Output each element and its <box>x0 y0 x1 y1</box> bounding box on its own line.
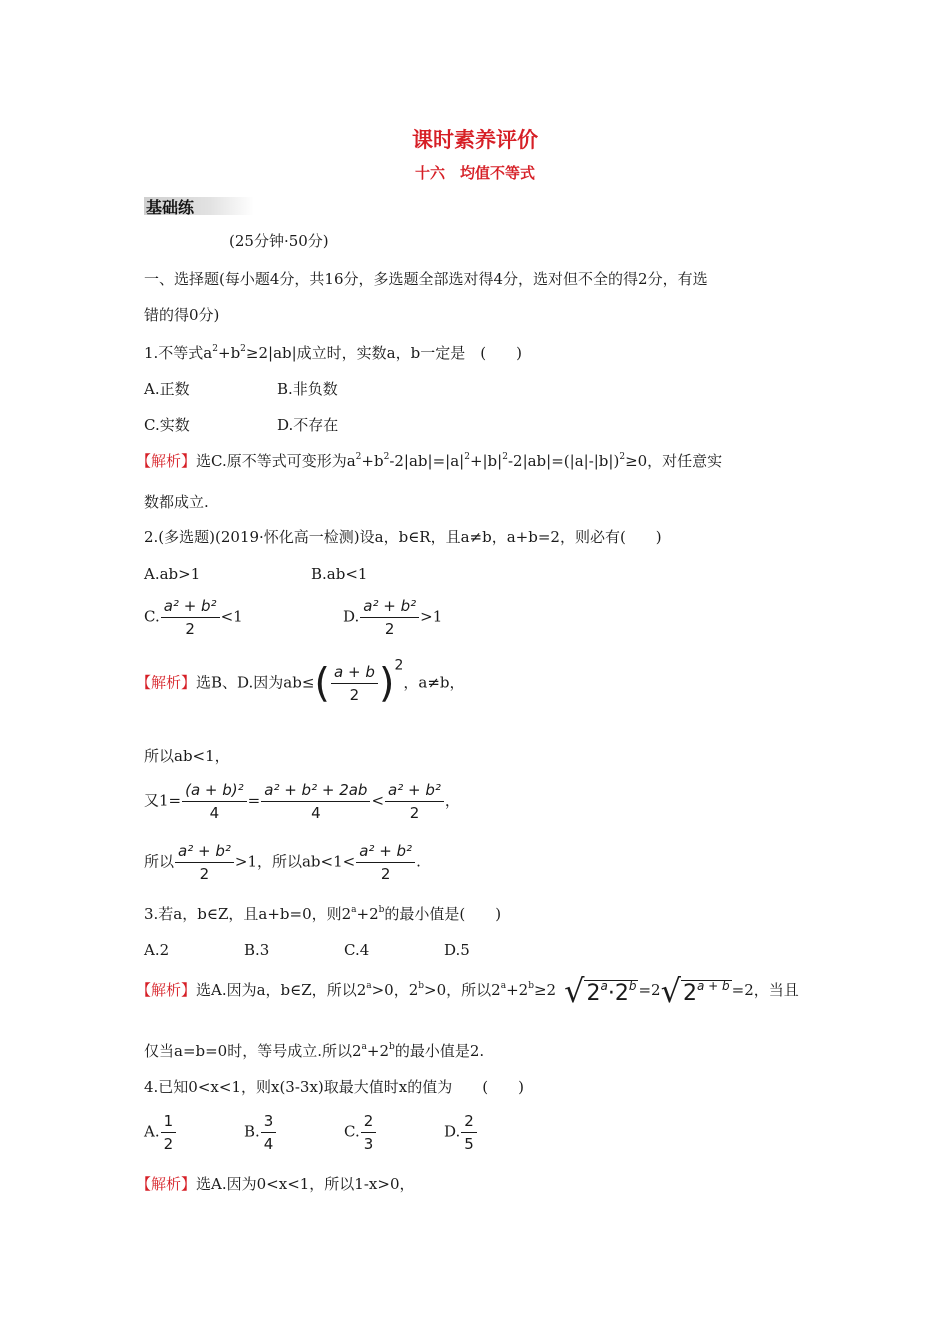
left-paren: ( <box>314 660 331 707</box>
q3-analysis <box>136 972 799 1010</box>
fraction-denominator: 4 <box>209 804 220 822</box>
q1-stem-a: 1.不等式a <box>144 344 213 362</box>
q4-a-prefix: A. <box>144 1122 160 1141</box>
equals-sign: = <box>247 791 261 810</box>
again-prefix: 又1= <box>144 791 182 810</box>
comma: ， <box>444 791 460 810</box>
q3-analysis-a: 选A.因为a，b∈Z，所以2 <box>196 981 367 999</box>
q1-analysis-b: +b <box>361 452 384 470</box>
q1-option-b: B.非负数 <box>277 380 338 398</box>
fraction-numerator: a² + b² <box>161 597 220 618</box>
sqrt-product <box>564 972 638 1010</box>
q2-line-so: 所以ab<1， <box>144 747 230 765</box>
section-banner <box>144 197 254 215</box>
sup-b: b <box>389 1042 395 1052</box>
base: 2 <box>586 981 601 1006</box>
q2-c-prefix: C. <box>144 607 160 626</box>
q3-analysis-line2 <box>144 1041 484 1061</box>
fraction-denominator: 2 <box>384 620 395 638</box>
q3-analysis-d: +2 <box>506 981 529 999</box>
q4-analysis-text: 选A.因为0<x<1，所以1-x>0， <box>196 1175 415 1193</box>
q4-c-prefix: C. <box>344 1122 360 1141</box>
section-tag: 基础练 <box>146 198 195 217</box>
fraction-denominator: 2 <box>185 620 195 638</box>
q4-option-a <box>144 1112 177 1153</box>
q3-line2-c: 的最小值是2. <box>394 1042 485 1060</box>
q3-sup-b: b <box>378 905 385 915</box>
q2-c-fraction <box>161 597 220 638</box>
sqrt-sum <box>660 972 732 1010</box>
q3-analysis-c: >0，所以2 <box>424 981 501 999</box>
q1-analysis-e: -2|ab|=(|a|-|b|) <box>507 452 620 470</box>
q2-option-b: B.ab<1 <box>311 565 368 583</box>
fraction-denominator: 4 <box>263 1135 274 1153</box>
q2-analysis-b: ，a≠b， <box>403 673 465 692</box>
fraction-denominator: 3 <box>363 1135 374 1153</box>
q2-option-c <box>144 597 243 638</box>
fraction-denominator: 2 <box>349 686 360 704</box>
exponent: a <box>600 979 608 993</box>
fraction-numerator: a² + b² + 2ab <box>261 781 370 802</box>
fraction-denominator: 2 <box>163 1135 174 1153</box>
section-instructions-line1: 一、选择题(每小题4分，共16分，多选题全部选对得4分，选对但不全的得2分，有选 <box>144 270 708 288</box>
analysis-label: 【解析】 <box>136 981 197 999</box>
fraction-numerator: a² + b² <box>360 597 419 618</box>
q3-option-d: D.5 <box>444 941 470 959</box>
dot: · <box>607 981 615 1006</box>
q2-sq-fraction <box>182 781 247 822</box>
q4-a-fraction <box>161 1112 177 1153</box>
q4-stem: 4.已知0<x<1，则x(3-3x)取最大值时x的值为 ( ) <box>144 1078 524 1096</box>
right-paren: ) <box>378 660 395 707</box>
q1-an-sup1: 2 <box>355 452 362 462</box>
fraction-numerator: 2 <box>461 1112 477 1133</box>
fraction-numerator: a² + b² <box>175 842 234 863</box>
q2-option-d <box>343 597 442 638</box>
fraction-numerator: a² + b² <box>385 781 444 802</box>
q2-analysis-a: 选B、D.因为ab≤ <box>196 673 315 692</box>
q3-stem <box>144 904 501 924</box>
q1-analysis-c: -2|ab|=|a| <box>389 452 465 470</box>
q2-c-suffix: <1 <box>220 607 243 626</box>
sup-a: a <box>500 981 507 991</box>
final-end: . <box>416 852 421 871</box>
q2-ab-fraction <box>331 663 378 704</box>
q3-analysis-e: ≥2 <box>533 981 557 999</box>
fraction-denominator: 2 <box>199 865 210 883</box>
analysis-label: 【解析】 <box>136 1175 197 1193</box>
q3-stem-c: 的最小值是( ) <box>384 905 502 923</box>
q1-sup-2: 2 <box>240 344 246 354</box>
q2-final-fraction-1 <box>175 842 234 883</box>
q1-stem <box>144 343 522 363</box>
q1-analysis <box>136 451 722 471</box>
radicand <box>584 980 638 1007</box>
q2-d-prefix: D. <box>343 607 360 626</box>
sup-a: a <box>366 981 372 991</box>
q4-analysis <box>136 1174 414 1194</box>
q4-option-b <box>244 1112 277 1153</box>
radical-sign: √ <box>564 972 585 1010</box>
fraction-numerator: 3 <box>261 1112 277 1133</box>
q1-option-c: C.实数 <box>144 416 190 434</box>
q3-option-c: C.4 <box>344 941 370 959</box>
fraction-numerator: 2 <box>361 1112 377 1133</box>
q1-analysis-a: 选C.原不等式可变形为a <box>196 452 356 470</box>
final-mid: >1，所以ab<1< <box>234 852 356 871</box>
q3-analysis-f: =2，当且 <box>731 981 799 999</box>
radicand <box>681 980 732 1007</box>
q4-option-c <box>344 1112 377 1153</box>
fraction-numerator: (a + b)² <box>182 781 247 802</box>
analysis-label: 【解析】 <box>136 673 197 692</box>
q2-stem: 2.(多选题)(2019·怀化高一检测)设a，b∈R，且a≠b，a+b=2，则必有( ) <box>144 528 662 546</box>
q3-stem-a: 3.若a，b∈Z，且a+b=0，则2 <box>144 905 352 923</box>
q3-line2-b: +2 <box>366 1042 390 1060</box>
analysis-label: 【解析】 <box>136 452 197 470</box>
q1-sup-1: 2 <box>212 344 218 354</box>
fraction-numerator: a + b <box>331 663 378 684</box>
q1-analysis-d: +|b| <box>469 452 503 470</box>
exponent: b <box>628 979 637 993</box>
q4-d-prefix: D. <box>444 1122 461 1141</box>
equals-2: =2 <box>638 981 661 999</box>
q2-expand-fraction <box>261 781 370 822</box>
less-than-sign: < <box>371 791 385 810</box>
q3-line2-a: 仅当a=b=0时，等号成立.所以2 <box>144 1042 362 1060</box>
sup-b: b <box>528 981 534 991</box>
q2-d-suffix: >1 <box>420 607 443 626</box>
base: 2 <box>682 981 697 1006</box>
fraction-numerator: a² + b² <box>356 842 415 863</box>
q4-b-prefix: B. <box>244 1122 260 1141</box>
section-instructions-line2: 错的得0分) <box>144 306 220 324</box>
page-title: 课时素养评价 <box>412 127 538 152</box>
q4-option-d <box>444 1112 478 1153</box>
q1-analysis-f: ≥0，对任意实 <box>625 452 723 470</box>
q1-option-a: A.正数 <box>144 380 190 398</box>
sup-a: a <box>361 1042 367 1052</box>
q2-a2b2-fraction <box>385 781 444 822</box>
radical-sign: √ <box>660 972 681 1010</box>
q1-analysis-line2: 数都成立. <box>144 493 209 511</box>
q1-stem-c: ≥2|ab|成立时，实数a，b一定是 ( ) <box>245 344 522 362</box>
q2-analysis <box>136 657 465 707</box>
q1-an-sup5: 2 <box>619 452 626 462</box>
q2-option-a: A.ab>1 <box>144 565 201 583</box>
fraction-numerator: 1 <box>161 1112 177 1133</box>
q1-an-sup4: 2 <box>502 452 508 462</box>
fraction-denominator: 2 <box>380 865 391 883</box>
q3-analysis-b: >0，2 <box>371 981 419 999</box>
q3-option-a: A.2 <box>144 941 170 959</box>
base: 2 <box>614 981 629 1006</box>
page-subtitle: 十六 均值不等式 <box>414 164 535 182</box>
q1-an-sup3: 2 <box>464 452 470 462</box>
fraction-denominator: 2 <box>409 804 420 822</box>
sup-b: b <box>418 981 425 991</box>
q2-d-fraction <box>360 597 419 638</box>
fraction-denominator: 4 <box>311 804 321 822</box>
q2-line-again <box>144 781 460 822</box>
exponent: a + b <box>696 979 730 993</box>
q3-option-b: B.3 <box>244 941 270 959</box>
fraction-denominator: 5 <box>464 1135 474 1153</box>
q2-line-final <box>144 842 421 883</box>
q4-d-fraction <box>461 1112 477 1153</box>
q4-c-fraction <box>361 1112 377 1153</box>
time-limit: (25分钟·50分) <box>229 232 329 250</box>
q1-option-d: D.不存在 <box>277 416 339 434</box>
q3-stem-b: +2 <box>356 905 379 923</box>
q2-final-fraction-2 <box>356 842 415 883</box>
q3-sup-a: a <box>351 905 357 915</box>
final-prefix: 所以 <box>144 852 175 871</box>
q1-stem-b: +b <box>218 344 241 362</box>
square-exponent: 2 <box>394 657 404 674</box>
q1-an-sup2: 2 <box>383 452 390 462</box>
q4-b-fraction <box>261 1112 277 1153</box>
